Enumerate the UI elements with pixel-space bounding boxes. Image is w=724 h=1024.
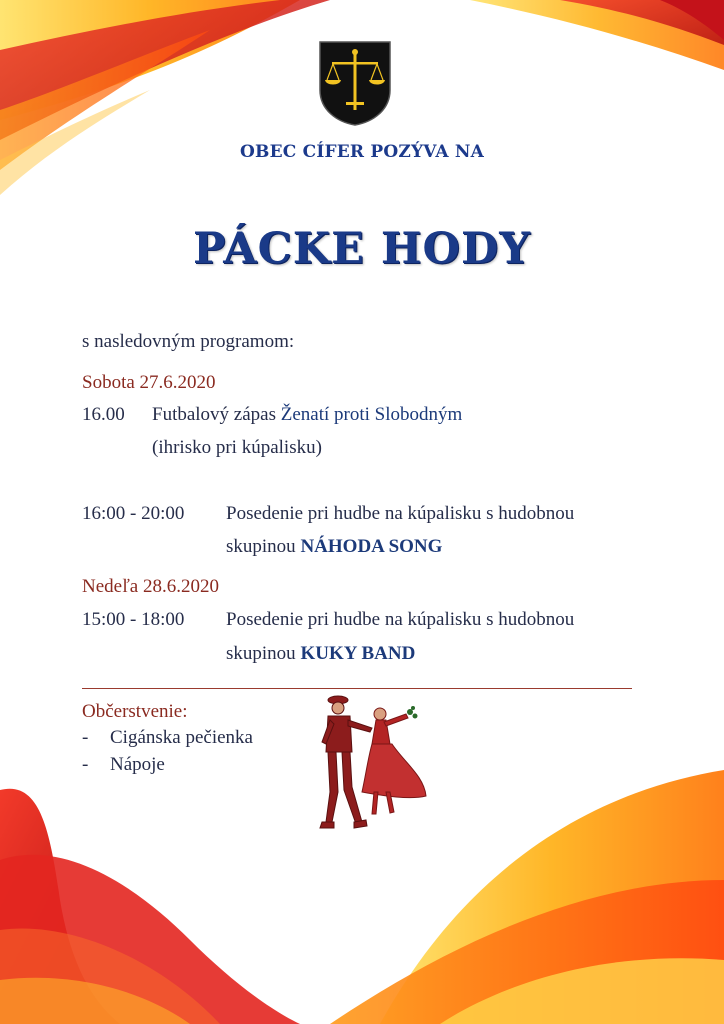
event-time: 16.00 (82, 404, 125, 425)
event-band-line (226, 536, 442, 558)
event-location: (ihrisko pri kúpalisku) (152, 437, 322, 458)
event-description: Posedenie pri hudbe na kúpalisku s hudobnou (226, 609, 575, 630)
event-highlight: Ženatí proti Slobodným (280, 404, 463, 425)
band-name: KUKY BAND (300, 643, 416, 664)
top-left-ribbon (0, 0, 330, 195)
list-bullet: - (82, 727, 89, 748)
event-time: 15:00 - 18:00 (82, 609, 185, 630)
scales-and-sword-crest-icon (318, 40, 392, 126)
event-description (152, 404, 462, 426)
list-bullet: - (82, 754, 89, 775)
event-band-prefix: skupinou (226, 536, 301, 557)
day-heading-saturday: Sobota 27.6.2020 (82, 372, 216, 393)
refreshment-item: Nápoje (110, 754, 165, 775)
event-description-text: Futbalový zápas (152, 404, 281, 425)
top-right-ribbon (470, 0, 724, 70)
event-title: PÁCKE HODY (193, 224, 531, 274)
folk-dancing-couple-icon (314, 692, 436, 844)
event-band-line (226, 643, 415, 665)
day-heading-sunday: Nedeľa 28.6.2020 (82, 576, 219, 597)
refreshments-heading: Občerstvenie: (82, 701, 188, 722)
band-name: NÁHODA SONG (300, 536, 443, 557)
event-band-prefix: skupinou (226, 643, 301, 664)
refreshment-item: Cigánska pečienka (110, 727, 253, 748)
inviter-line: OBEC CÍFER POZÝVA NA (240, 142, 484, 162)
program-intro: s nasledovným programom: (82, 331, 295, 352)
event-time: 16:00 - 20:00 (82, 503, 185, 524)
event-description: Posedenie pri hudbe na kúpalisku s hudobnou (226, 503, 575, 524)
section-divider (82, 688, 632, 689)
